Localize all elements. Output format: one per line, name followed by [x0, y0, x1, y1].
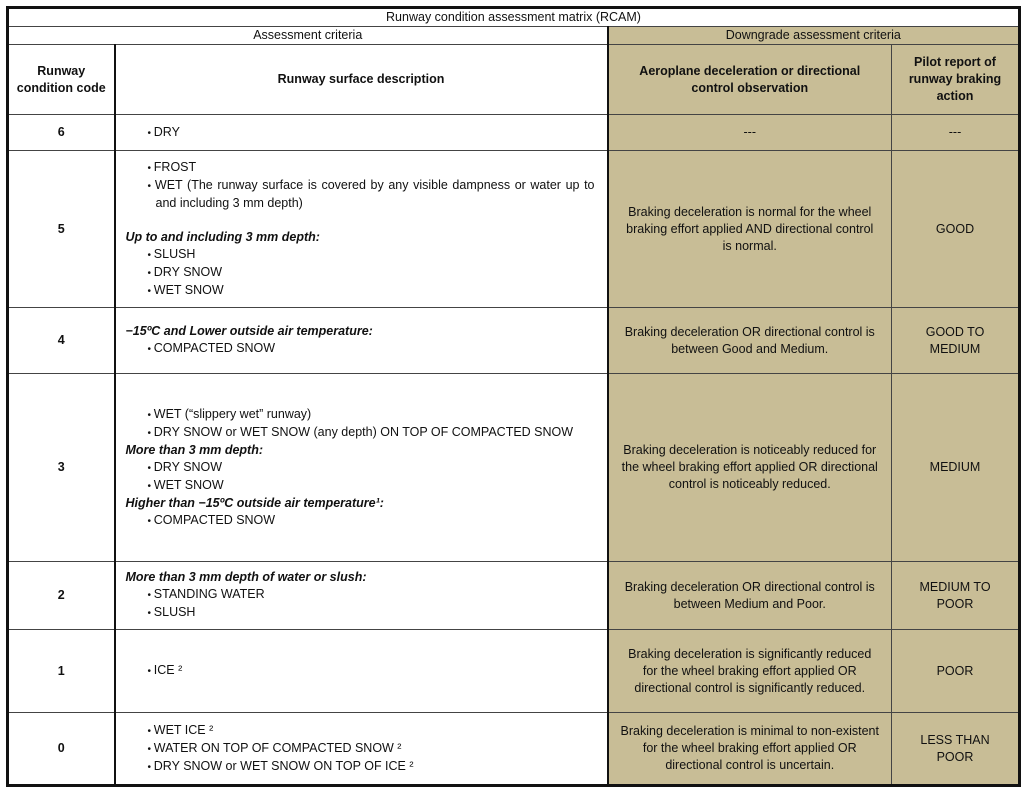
condition-heading: More than 3 mm depth of water or slush: [125, 570, 367, 584]
condition-heading: Up to and including 3 mm depth: [125, 229, 320, 244]
surface-item: • WATER ON TOP OF COMPACTED SNOW ² [126, 740, 595, 758]
cell-observation: Braking deceleration is normal for the wheel braking effort applied AND directional control is normal. [608, 151, 892, 308]
surface-item: • FROST [126, 159, 595, 177]
cell-observation: Braking deceleration is minimal to non-existent for the wheel braking effort applied OR directional control is uncertain. [608, 713, 892, 786]
cell-pilot-report: --- [892, 115, 1020, 151]
col-header-code: Runway condition code [8, 45, 115, 115]
cell-observation: Braking deceleration OR directional control is between Medium and Poor. [608, 562, 892, 630]
cell-surface [115, 308, 608, 374]
cell-observation: Braking deceleration is significantly reduced for the wheel braking effort applied OR directional control is significantly reduced. [608, 630, 892, 713]
table-row [8, 151, 1020, 308]
surface-item: • WET (The runway surface is covered by any visible dampness or water up to and including 3 mm depth) [126, 177, 595, 212]
group-assessment: Assessment criteria [8, 27, 608, 45]
table-row [8, 713, 1020, 786]
cell-surface [115, 115, 608, 151]
surface-item: • ICE ² [126, 662, 595, 680]
col-header-pilot: Pilot report of runway braking action [892, 45, 1020, 115]
cell-code: 3 [8, 374, 115, 562]
cell-observation: Braking deceleration is noticeably reduced for the wheel braking effort applied OR directional control is noticeably reduced. [608, 374, 892, 562]
cell-pilot-report: GOOD [892, 151, 1020, 308]
surface-item: • WET SNOW [126, 282, 595, 300]
condition-heading: More than 3 mm depth: [125, 442, 264, 457]
cell-pilot-report: MEDIUM [892, 374, 1020, 562]
cell-observation: --- [608, 115, 892, 151]
surface-item: • WET SNOW [126, 477, 595, 495]
surface-item: • COMPACTED SNOW [126, 340, 595, 358]
cell-code: 6 [8, 115, 115, 151]
surface-item: • COMPACTED SNOW [126, 512, 595, 530]
cell-surface [115, 374, 608, 562]
cell-pilot-report: GOOD TO MEDIUM [892, 308, 1020, 374]
cell-code: 2 [8, 562, 115, 630]
table-row [8, 630, 1020, 713]
table-row [8, 308, 1020, 374]
surface-item: • STANDING WATER [126, 586, 595, 604]
surface-item: • DRY [126, 124, 595, 142]
col-header-surface: Runway surface description [115, 45, 608, 115]
cell-code: 5 [8, 151, 115, 308]
surface-item: • WET ICE ² [126, 722, 595, 740]
cell-surface [115, 151, 608, 308]
cell-code: 4 [8, 308, 115, 374]
cell-pilot-report: MEDIUM TO POOR [892, 562, 1020, 630]
surface-item: • DRY SNOW or WET SNOW (any depth) ON TOP OF COMPACTED SNOW [126, 424, 595, 442]
cell-observation: Braking deceleration OR directional control is between Good and Medium. [608, 308, 892, 374]
cell-surface [115, 630, 608, 713]
table-title: Runway condition assessment matrix (RCAM) [8, 8, 1020, 27]
table-row [8, 374, 1020, 562]
cell-code: 1 [8, 630, 115, 713]
table-row [8, 115, 1020, 151]
cell-pilot-report: LESS THAN POOR [892, 713, 1020, 786]
cell-code: 0 [8, 713, 115, 786]
surface-item: • DRY SNOW [126, 264, 595, 282]
surface-item: • DRY SNOW or WET SNOW ON TOP OF ICE ² [126, 758, 595, 776]
spacer [126, 212, 595, 229]
cell-surface [115, 713, 608, 786]
cell-surface [115, 562, 608, 630]
surface-item: • WET (“slippery wet” runway) [126, 406, 595, 424]
table-row [8, 562, 1020, 630]
surface-item: • SLUSH [126, 604, 595, 622]
surface-item: • SLUSH [126, 246, 595, 264]
condition-heading: −15ºC and Lower outside air temperature: [125, 324, 373, 338]
group-downgrade: Downgrade assessment criteria [608, 27, 1020, 45]
surface-item: • DRY SNOW [126, 459, 595, 477]
rcam-table [6, 6, 1021, 787]
col-header-observation: Aeroplane deceleration or directional control observation [608, 45, 892, 115]
cell-pilot-report: POOR [892, 630, 1020, 713]
condition-heading: Higher than −15ºC outside air temperature¹: [125, 495, 384, 510]
